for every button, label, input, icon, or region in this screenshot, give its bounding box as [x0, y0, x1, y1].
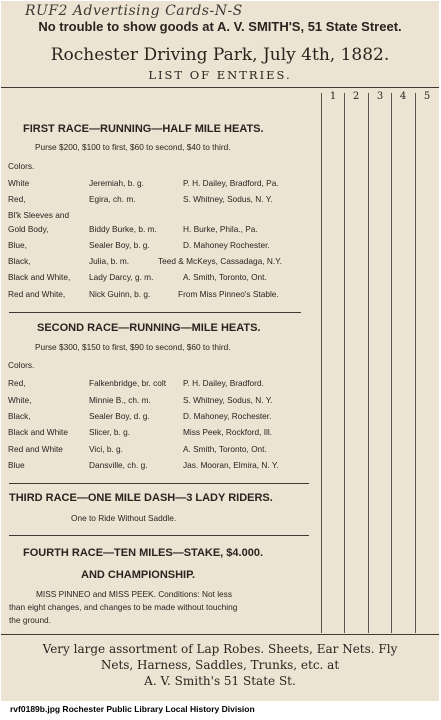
- entry-owner: A. Smith, Toronto, Ont.: [183, 272, 267, 282]
- race3-heading: THIRD RACE—ONE MILE DASH—3 LADY RIDERS.: [9, 492, 273, 504]
- entry-colors: Blue,: [8, 240, 27, 250]
- entry-owner: From Miss Pinneo's Stable.: [178, 289, 279, 299]
- race4-note-3: the ground.: [9, 615, 51, 625]
- entry-owner: Jas. Mooran, Elmira, N. Y.: [183, 460, 279, 470]
- race1-heading: FIRST RACE—RUNNING—HALF MILE HEATS.: [23, 123, 264, 135]
- footer-line-1: Very large assortment of Lap Robes. Sheets, Ear Nets. Fly: [42, 642, 398, 656]
- column-divider: [344, 93, 345, 633]
- entry-owner: D. Mahoney, Rochester.: [183, 411, 272, 421]
- footer-rule: [1, 634, 439, 635]
- race2-heading: SECOND RACE—RUNNING—MILE HEATS.: [37, 322, 261, 334]
- entry-horse: Nick Guinn, b. g.: [89, 289, 151, 299]
- entry-row: [8, 178, 308, 191]
- entry-horse: Jeremiah, b. g.: [89, 178, 144, 188]
- entry-row: [8, 444, 308, 457]
- entry-colors: White,: [8, 395, 32, 405]
- race4-note-1: MISS PINNEO and MISS PEEK. Conditions: Not less: [36, 589, 232, 599]
- advertiser-line: No trouble to show goods at A. V. SMITH'S, 51 State Street.: [38, 19, 402, 34]
- entry-row: [8, 378, 308, 391]
- column-divider: [368, 93, 369, 633]
- entry-horse: Julia, b. m.: [89, 256, 130, 266]
- column-divider: [391, 93, 392, 633]
- entry-horse: Slicer, b. g.: [89, 427, 131, 437]
- entry-row: [8, 256, 308, 269]
- page-subtitle: LIST OF ENTRIES.: [148, 68, 292, 82]
- entry-colors: Bl'k Sleeves and: [8, 210, 70, 220]
- column-number: 1: [329, 91, 337, 102]
- entry-owner: S. Whitney, Sodus, N. Y.: [183, 395, 273, 405]
- entry-horse: Lady Darcy, g. m.: [89, 272, 154, 282]
- entry-row: [8, 411, 308, 424]
- entry-colors: Gold Body,: [8, 224, 49, 234]
- entry-colors: Red and White: [8, 444, 63, 454]
- entry-colors: Blue: [8, 460, 25, 470]
- entry-colors: Black,: [8, 256, 31, 266]
- entry-owner: S. Whitney, Sodus, N. Y.: [183, 194, 273, 204]
- race-divider: [9, 535, 309, 536]
- handwritten-note: RUF2 Advertising Cards-N-S: [25, 3, 243, 19]
- entry-colors: Black,: [8, 411, 31, 421]
- entry-row: [8, 395, 308, 408]
- entry-row: [8, 427, 308, 440]
- entry-card: [1, 1, 439, 701]
- entry-owner: Teed & McKeys, Cassadaga, N.Y.: [158, 256, 282, 266]
- page-title: Rochester Driving Park, July 4th, 1882.: [50, 45, 390, 65]
- race-divider: [9, 312, 301, 313]
- column-number: 3: [376, 91, 384, 102]
- entry-horse: Minnie B., ch. m.: [89, 395, 151, 405]
- entry-row: [8, 194, 308, 207]
- column-divider: [321, 93, 322, 633]
- race2-colors-label: Colors.: [8, 360, 35, 370]
- race4-heading-2: AND CHAMPIONSHIP.: [81, 569, 196, 581]
- entry-horse: Dansville, ch. g.: [89, 460, 148, 470]
- footer-line-2: Nets, Harness, Saddles, Trunks, etc. at: [100, 658, 340, 672]
- race4-note-2: than eight changes, and changes to be made without touching: [9, 602, 238, 612]
- entry-owner: A. Smith, Toronto, Ont.: [183, 444, 267, 454]
- column-number: 5: [423, 91, 431, 102]
- column-divider: [415, 93, 416, 633]
- entry-horse: Egira, ch. m.: [89, 194, 136, 204]
- entry-owner: D. Mahoney Rochester.: [183, 240, 270, 250]
- entry-colors: Red,: [8, 378, 26, 388]
- entry-colors: Red,: [8, 194, 26, 204]
- header-rule: [1, 87, 439, 88]
- entry-owner: Miss Peek, Rockford, Ill.: [183, 427, 272, 437]
- entry-colors: Black and White: [8, 427, 68, 437]
- entry-horse: Sealer Boy, b. g.: [89, 240, 150, 250]
- race4-heading: FOURTH RACE—TEN MILES—STAKE, $4.000.: [23, 547, 263, 559]
- entry-horse: Falkenbridge, br. colt: [89, 378, 167, 388]
- race-divider: [9, 483, 309, 484]
- race1-purse: Purse $200, $100 to first, $60 to second, $40 to third.: [35, 142, 231, 152]
- entry-row: [8, 460, 308, 473]
- entry-owner: H. Burke, Phila., Pa.: [183, 224, 258, 234]
- footer-advert: [1, 641, 439, 689]
- entry-horse: Sealer Boy, d. g.: [89, 411, 150, 421]
- entry-row: [8, 240, 308, 253]
- entry-colors: Black and White,: [8, 272, 71, 282]
- column-number: 2: [352, 91, 360, 102]
- entry-row: [8, 289, 308, 302]
- footer-line-3: A. V. Smith's 51 State St.: [144, 674, 296, 688]
- entry-colors: White: [8, 178, 30, 188]
- entry-horse: Biddy Burke, b. m.: [89, 224, 157, 234]
- image-caption: rvf0189b.jpg Rochester Public Library Local History Division: [10, 704, 255, 714]
- entry-row: [8, 272, 308, 285]
- entry-row: [8, 210, 308, 223]
- entry-colors: Red and White,: [8, 289, 66, 299]
- entry-owner: P. H. Dailey, Bradford, Pa.: [183, 178, 279, 188]
- entry-row: [8, 224, 308, 237]
- entry-horse: Vici, b. g.: [89, 444, 123, 454]
- race2-purse: Purse $300, $150 to first, $90 to second, $60 to third.: [35, 342, 231, 352]
- entry-owner: P. H. Dailey, Bradford.: [183, 378, 264, 388]
- column-number: 4: [399, 91, 407, 102]
- race1-colors-label: Colors.: [8, 161, 35, 171]
- race3-note: One to Ride Without Saddle.: [71, 513, 177, 523]
